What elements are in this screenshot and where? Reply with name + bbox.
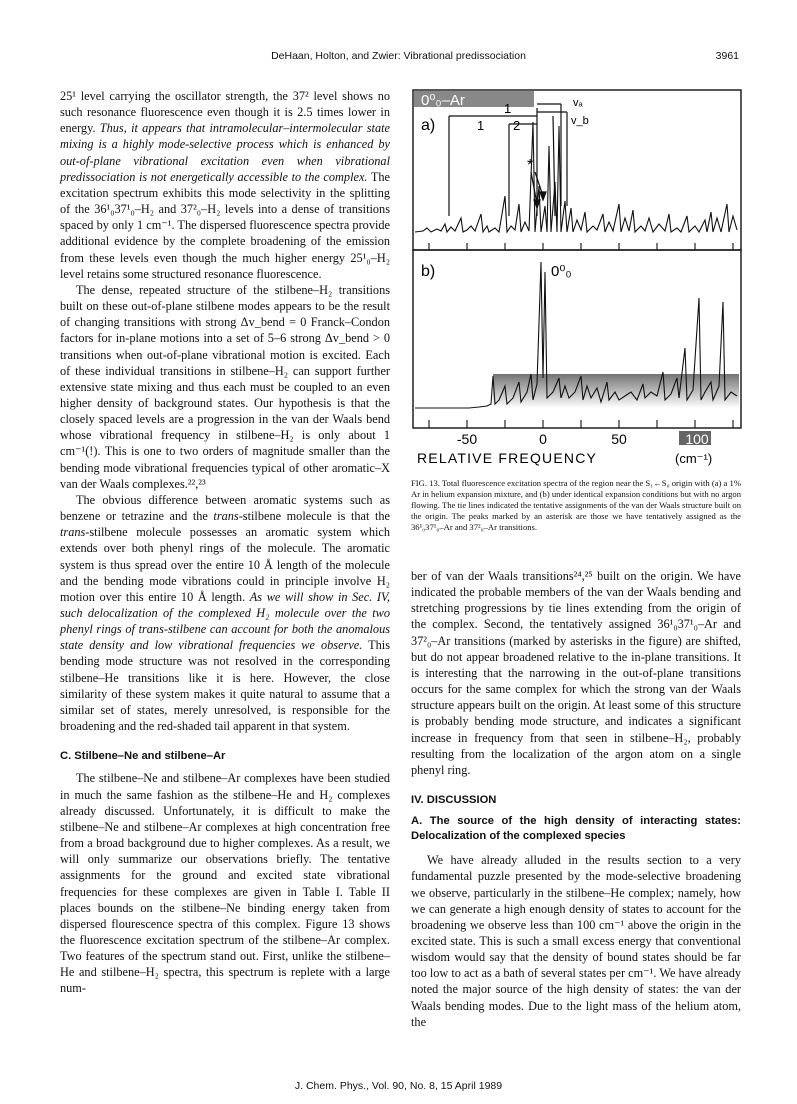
left-column [60, 88, 390, 997]
panel-a-species: 0⁰₀–Ar [421, 92, 465, 109]
panel-b-ticks [429, 420, 733, 428]
tie-label-1b: 1 [477, 118, 485, 133]
running-title: DeHaan, Holton, and Zwier: Vibrational predissociation [271, 50, 526, 62]
asterisk-marker: * [527, 157, 534, 174]
x-axis-label: RELATIVE FREQUENCY [417, 450, 598, 466]
panel-a-ticks [429, 243, 733, 250]
subsection-heading: A. The source of the high density of interacting states: Delocalization of the complexed species [411, 815, 741, 843]
panel-b-peak-label: 0⁰₀ [551, 263, 572, 280]
tick-label: -50 [456, 431, 478, 447]
right-column [411, 568, 741, 1030]
page-number: 3961 [715, 50, 739, 62]
paragraph: The obvious difference between aromatic systems such as benzene or tetrazine and the trans-stilbene molecule is that the trans-stilbene molecule possesses an aromatic system which extends over both phenyl rings of the molecule. The aromatic system is thus spread over the entire 10 Å length of the molecule and the bending mode vibrations could in principle involve H₂ motion over this entire 10 Å length. As we will show in Sec. IV, such delocalization of the complexed H₂ molecule over the two phenyl rings of trans-stilbene can account for both the anomalous state density and low vibrational frequencies we observe. This bending mode structure was not resolved in the corresponding stilbene–He transitions like it is here. However, the close similarity of these system makes it quite natural to assume that a similar set of states, merely unresolved, is responsible for the broadening and the red-shaded tail apparent in that system. [60, 492, 391, 734]
journal-citation: J. Chem. Phys., Vol. 90, No. 8, 15 April 1989 [294, 1080, 503, 1092]
paragraph: The stilbene–Ne and stilbene–Ar complexes have been studied in much the same fashion as the stilbene–He and H₂ complexes already discussed. Unfortunately, it is difficult to make the stilbene–Ne and stilbene–Ar complexes at high concentration free from a broad background due to higher complexes. As a result, we will only summarize our observations briefly. The tentative assignments for the ground and excited state vibrational frequencies for these complexes are given in Table I. Table II places bounds on the stilbene–Ne binding energy taken from dispersed flourescence spectra of this complex. Figure 13 shows the fluorescence excitation spectrum of the stilbene–Ar complex. Two features of the spectrum stand out. First, unlike the stilbene–He and stilbene–H₂ spectra, this spectrum is replete with a large num- [60, 771, 390, 996]
tick-label: 50 [611, 431, 627, 447]
section-heading: IV. DISCUSSION [411, 794, 497, 807]
spectrum-trace-a [415, 122, 737, 232]
panel-a-label: a) [421, 117, 436, 134]
va-label: vₐ [573, 97, 583, 109]
tick-label: 0 [539, 431, 547, 447]
panel-b-label: b) [421, 263, 436, 280]
spectrum-plot [409, 86, 745, 471]
paragraph: The dense, repeated structure of the stilbene–H₂ transitions built on these out-of-plane stilbene modes appears to be the result of changing transitions with strong Δv_bend = 0 Franck–Condon factors for in-plane motions into a set of 5–6 strong Δv_bend > 0 transitions when out-of-plane vibrational motion is excited. Each of these individual transitions in stilbene–H₂ can support further extensive state mixing and thus each must be coupled to an even higher density of background states. Our hypothesis is that the closely spaced levels are a progression in the van der Waals bend whose vibrational frequency in stilbene–H₂ is only about 1 cm⁻¹(!). This is one to two orders of magnitude smaller than the bending mode vibrational frequencies typical of other aromatic–X van der Waals complexes.²²,²³ [60, 282, 390, 491]
tick-label: 100 [685, 431, 709, 447]
figure-13 [409, 86, 745, 476]
paragraph: ber of van der Waals transitions²⁴,²⁵ built on the origin. We have indicated the probable members of the van der Waals bending and stretching progressions by tie lines extending from the origin of the complex. Second, the tentatively assigned 36¹₀37¹₀–Ar and 37²₀–Ar transitions (marked by asterisks in the figure) are shifted, but do not appear broadened relative to the in-plane transitions. It is interesting that the narrowing in the out-of-plane transitions occurs for the same complex for which the strong van der Waals structure appears built on the origin. At least some of this structure is probably bending mode structure, and indicates a significant increase in frequency from that seen in stilbene–H₂, probably resulting from the localization of the argon atom on a single phenyl ring. [411, 569, 741, 777]
tie-label-2: 2 [513, 118, 521, 133]
x-axis-unit: (cm⁻¹) [675, 451, 713, 466]
paragraph: We have already alluded in the results section to a very fundamental puzzle presented by the mode-selective broadening we observe, particularly in the stilbene–He complex; namely, how we can generate a high enough density of states to account for the broadening we observe less than 100 cm⁻¹ above the origin in the excited state. This is such a small excess energy that conventional wisdom would say that the density of bound states should be far too low to act as a bath of several states per cm⁻¹. We have already noted the major source of the high density of states: the van der Waals bending modes. Due to the light mass of the helium atom, the [411, 853, 741, 1029]
vb-label: v_b [571, 115, 589, 127]
figure-caption: FIG. 13. Total fluorescence excitation spectra of the region near the S₁←S₀ origin with (a) a 1% Ar in helium expansion mixture, and (b) under identical expansion conditions but with no argon flowing. The tie lines indicated the tentative assignments of the van der Waals structure built on the origin. The peaks marked by an asterisk are those we have tentatively assigned as the 36¹₀37¹₀–Ar and 37²₀–Ar transitions. [411, 478, 741, 532]
paragraph: 25¹ level carrying the oscillator strength, the 37² level shows no such resonance fluorescence even though it is 2.5 times lower in energy. Thus, it appears that intramolecular–intermolecular state mixing is a highly mode-selective process which is enhanced by out-of-plane vibrational excitation even when vibrational predissociation is not energetically accessible to the complex. The excitation spectrum exhibits this mode selectivity in the splitting of the 36¹₀37¹₀–H₂ and 37²₀–H₂ levels into a dense of transitions spaced by only 1 cm⁻¹. The dispersed fluorescence spectra provide additional evidence by the complete broadening of the emission from these levels even though the much higher energy 25¹₀–H₂ level retains some structured resonance fluorescence. [60, 89, 391, 281]
section-heading: C. Stilbene–Ne and stilbene–Ar [60, 750, 226, 763]
tie-label-1: 1 [504, 101, 512, 116]
